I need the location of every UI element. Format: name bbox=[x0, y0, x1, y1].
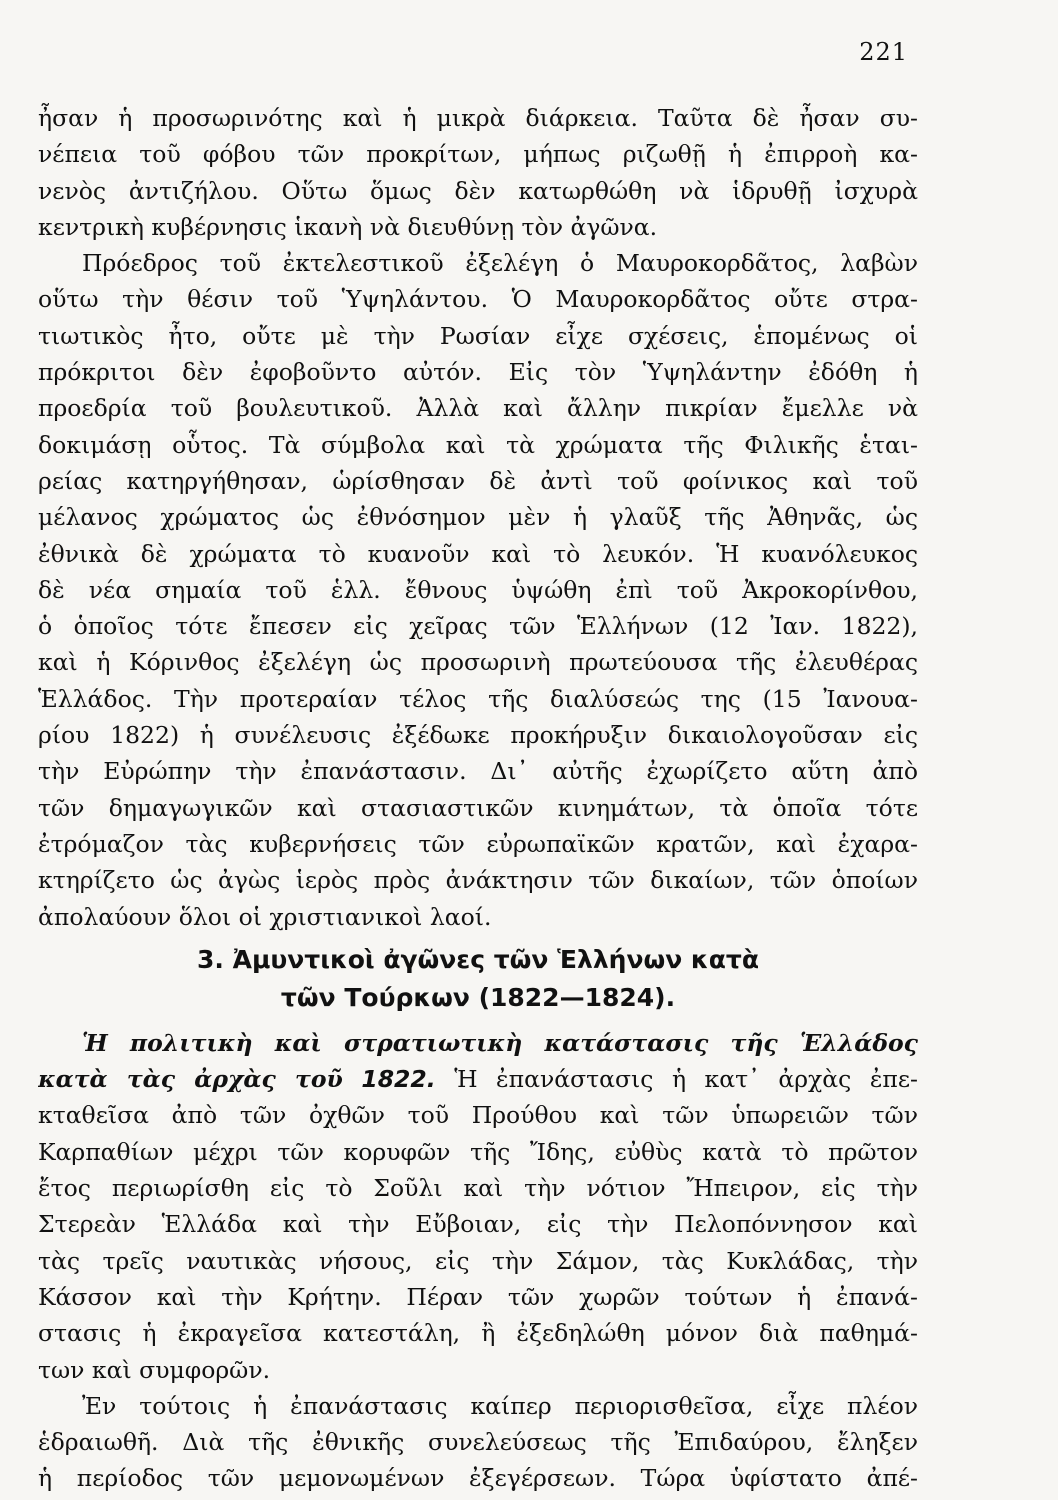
text-line: νενὸς ἀντιζήλου. Οὕτω ὅμως δὲν κατωρθώθη νὰ ἱδρυθῇ ἰσχυρὰ bbox=[38, 176, 918, 205]
paragraph-3 bbox=[38, 1025, 918, 1388]
text-line: Κάσσον καὶ τὴν Κρήτην. Πέραν τῶν χωρῶν τούτων ἡ ἐπανά- bbox=[38, 1282, 918, 1311]
text-line: νέπεια τοῦ φόβου τῶν προκρίτων, μήπως ριζωθῇ ἡ ἐπιρροὴ κα- bbox=[38, 140, 918, 169]
subhead-year: 1822. bbox=[361, 1065, 436, 1094]
text-line bbox=[38, 1061, 918, 1097]
text-line: Στερεὰν Ἑλλάδα καὶ τὴν Εὔβοιαν, εἰς τὴν Πελοπόννησον καὶ bbox=[38, 1210, 918, 1239]
text-line: μέλανος χρώματος ὡς ἐθνόσημον μὲν ἡ γλαῦξ τῆς Ἀθηνᾶς, ὡς bbox=[38, 503, 918, 532]
section-heading-line: 3. Ἀμυντικοὶ ἀγῶνες τῶν Ἑλλήνων κατὰ bbox=[197, 944, 759, 974]
text-fragment: Ἡ ἐπανάστασις ἡ κατ᾿ ἀρχὰς ἐπε- bbox=[454, 1065, 918, 1094]
text-line: τὴν Εὐρώπην τὴν ἐπανάστασιν. Δι᾿ αὐτῆς ἐχωρίζετο αὕτη ἀπὸ bbox=[38, 757, 918, 786]
text-line: δοκιμάσῃ οὗτος. Τὰ σύμβολα καὶ τὰ χρώματα τῆς Φιλικῆς ἑται- bbox=[38, 430, 918, 459]
text-line: στασις ἡ ἐκραγεῖσα κατεστάλη, ἢ ἐξεδηλώθη μόνον διὰ παθημά- bbox=[38, 1319, 918, 1348]
text-line: ἦσαν ἡ προσωρινότης καὶ ἡ μικρὰ διάρκεια. Ταῦτα δὲ ἦσαν συ- bbox=[38, 104, 918, 132]
text-line: τὰς τρεῖς ναυτικὰς νήσους, εἰς τὴν Σάμον, τὰς Κυκλάδας, τὴν bbox=[38, 1246, 918, 1275]
text-line: δὲ νέα σημαία τοῦ ἑλλ. ἔθνους ὑψώθη ἐπὶ τοῦ Ἀκροκορίνθου, bbox=[38, 575, 918, 604]
subhead-line: Ἡ πολιτικὴ καὶ στρατιωτικὴ κατάστασις τῆς Ἑλλάδος bbox=[82, 1028, 918, 1057]
text-line: καὶ ἡ Κόρινθος ἐξελέγη ὡς προσωρινὴ πρωτεύουσα τῆς ἐλευθέρας bbox=[38, 648, 918, 677]
paragraph-4 bbox=[38, 1388, 918, 1497]
section-heading bbox=[38, 941, 918, 1017]
document-body bbox=[38, 100, 918, 1497]
text-line: ρείας κατηργήθησαν, ὡρίσθησαν δὲ ἀντὶ τοῦ φοίνικος καὶ τοῦ bbox=[38, 466, 918, 495]
subhead-text: κατὰ τὰς ἀρχὰς τοῦ bbox=[38, 1065, 343, 1094]
text-line: κτηρίζετο ὡς ἀγὼς ἱερὸς πρὸς ἀνάκτησιν τῶν δικαίων, τῶν ὁποίων bbox=[38, 866, 918, 895]
text-line: ρίου 1822) ἡ συνέλευσις ἐξέδωκε προκήρυξιν δικαιολογοῦσαν εἰς bbox=[38, 721, 918, 750]
text-line: τῶν δημαγωγικῶν καὶ στασιαστικῶν κινημάτων, τὰ ὁποῖα τότε bbox=[38, 793, 918, 822]
text-line: των καὶ συμφορῶν. bbox=[38, 1355, 271, 1384]
paragraph-1 bbox=[38, 100, 918, 245]
text-line: ἑδραιωθῆ. Διὰ τῆς ἐθνικῆς συνελεύσεως τῆς Ἐπιδαύρου, ἔληξεν bbox=[38, 1428, 918, 1457]
text-line: Πρόεδρος τοῦ ἐκτελεστικοῦ ἐξελέγη ὁ Μαυροκορδᾶτος, λαβὼν bbox=[82, 249, 918, 278]
text-line: προεδρία τοῦ βουλευτικοῦ. Ἀλλὰ καὶ ἄλλην πικρίαν ἔμελλε νὰ bbox=[38, 394, 918, 423]
text-line: κταθεῖσα ἀπὸ τῶν ὀχθῶν τοῦ Προύθου καὶ τῶν ὑπωρειῶν τῶν bbox=[38, 1101, 918, 1130]
text-line: πρόκριτοι δὲν ἐφοβοῦντο αὐτόν. Εἰς τὸν Ὑψηλάντην ἐδόθη ἡ bbox=[38, 358, 918, 387]
text-line: ἐτρόμαζον τὰς κυβερνήσεις τῶν εὐρωπαϊκῶν κρατῶν, καὶ ἐχαρα- bbox=[38, 829, 918, 858]
paragraph-2 bbox=[38, 245, 918, 935]
text-line: τιωτικὸς ἦτο, οὔτε μὲ τὴν Ρωσίαν εἶχε σχέσεις, ἑπομένως οἱ bbox=[38, 321, 918, 350]
text-line: Καρπαθίων μέχρι τῶν κορυφῶν τῆς Ἴδης, εὐθὺς κατὰ τὸ πρῶτον bbox=[38, 1137, 918, 1166]
text-line: οὕτω τὴν θέσιν τοῦ Ὑψηλάντου. Ὁ Μαυροκορδᾶτος οὔτε στρα- bbox=[38, 285, 918, 314]
text-line: Ἑλλάδος. Τὴν προτεραίαν τέλος τῆς διαλύσεώς της (15 Ἰανουα- bbox=[38, 684, 918, 713]
text-line: ἐθνικὰ δὲ χρώματα τὸ κυανοῦν καὶ τὸ λευκόν. Ἡ κυανόλευκος bbox=[38, 539, 918, 568]
text-line: κεντρικὴ κυβέρνησις ἱκανὴ νὰ διευθύνῃ τὸν ἀγῶνα. bbox=[38, 212, 658, 241]
section-heading-line: τῶν Τούρκων (1822—1824). bbox=[280, 982, 676, 1012]
text-line: ἀπολαύουν ὅλοι οἱ χριστιανικοὶ λαοί. bbox=[38, 902, 492, 931]
text-line: Ἐν τούτοις ἡ ἐπανάστασις καίπερ περιορισθεῖσα, εἶχε πλέον bbox=[82, 1391, 918, 1420]
text-line: ὁ ὁποῖος τότε ἔπεσεν εἰς χεῖρας τῶν Ἑλλήνων (12 Ἰαν. 1822), bbox=[38, 612, 918, 641]
page-number: 221 bbox=[859, 38, 908, 66]
text-line: ἡ περίοδος τῶν μεμονωμένων ἐξεγέρσεων. Τώρα ὑφίστατο ἀπέ- bbox=[38, 1464, 918, 1493]
text-line: ἔτος περιωρίσθη εἰς τὸ Σοῦλι καὶ τὴν νότιον Ἤπειρον, εἰς τὴν bbox=[38, 1174, 918, 1203]
